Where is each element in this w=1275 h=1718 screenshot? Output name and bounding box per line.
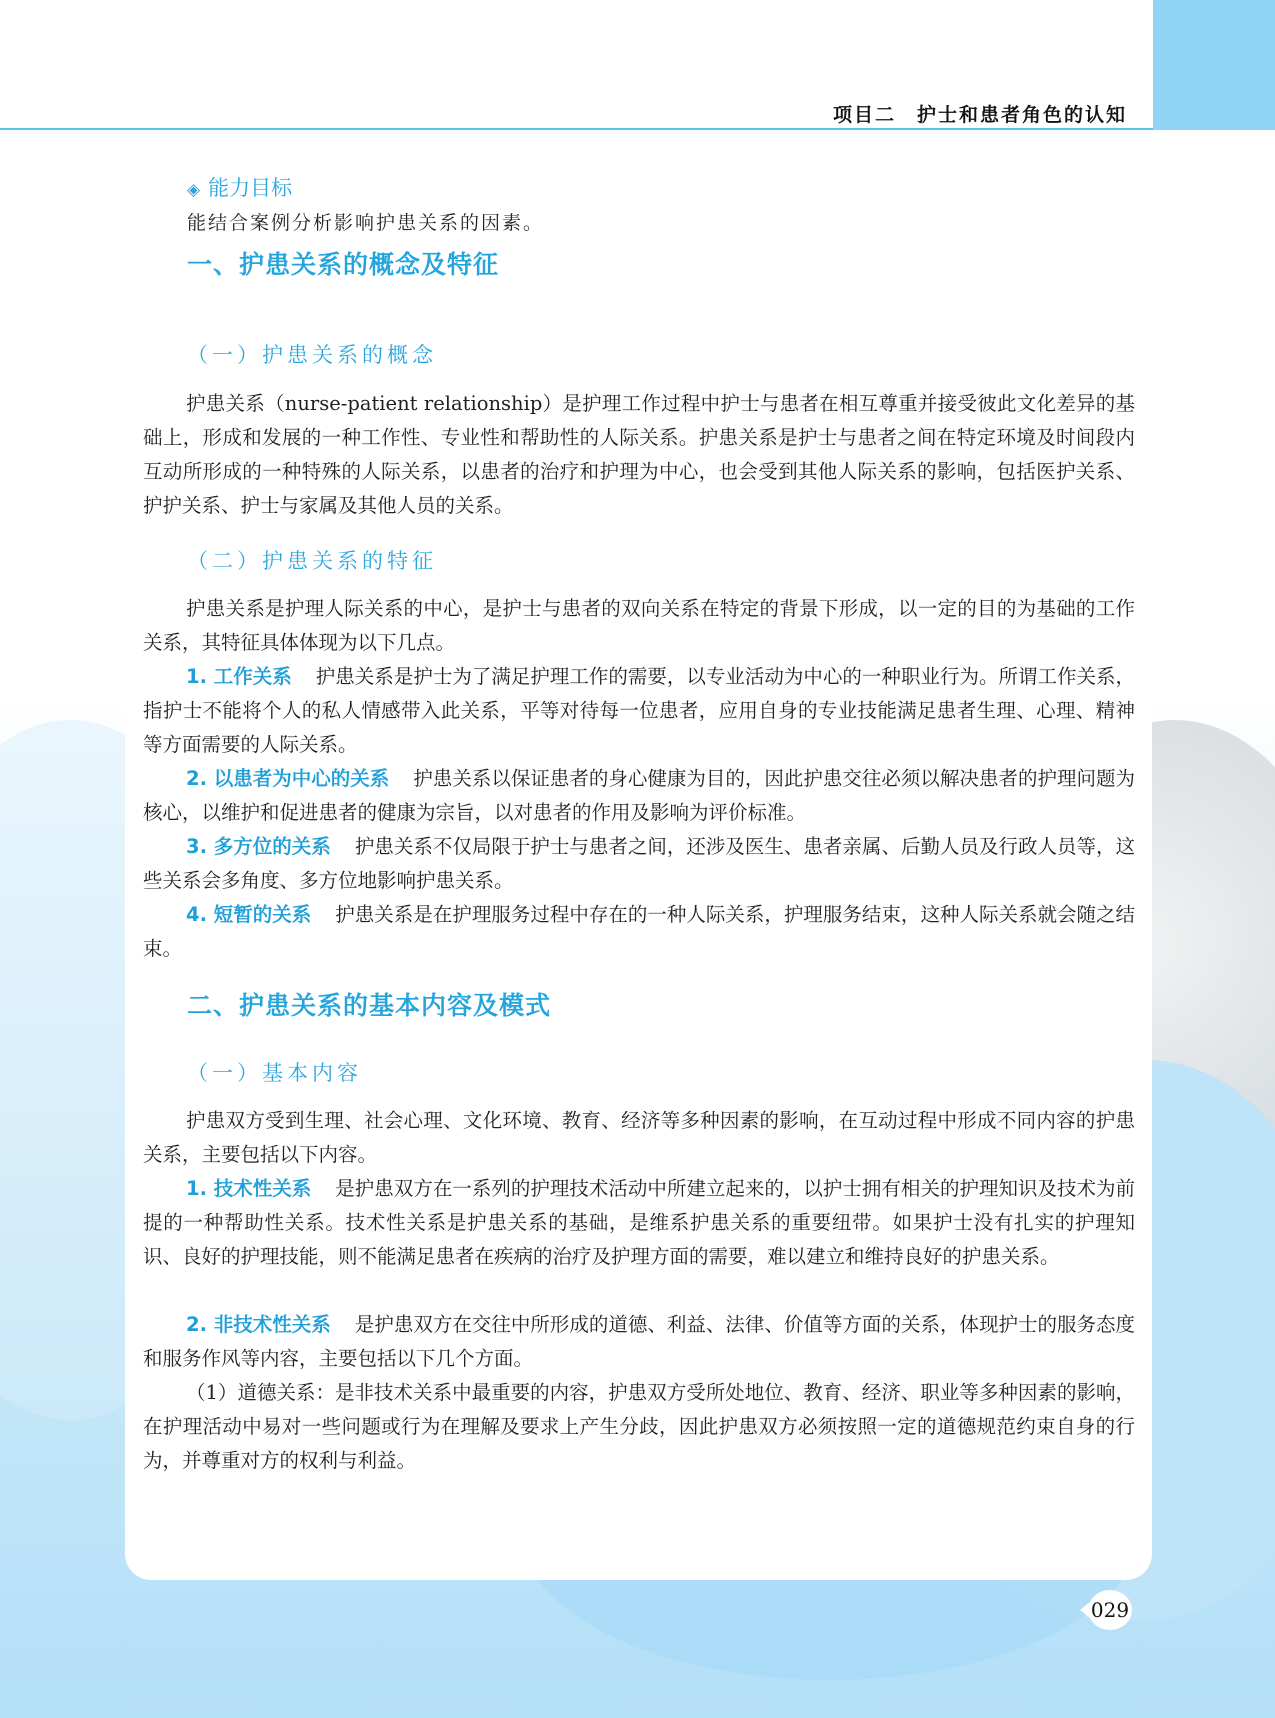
section-1-sub-1-title: （一）护患关系的概念: [187, 343, 437, 367]
feature-item-3: [143, 830, 1135, 898]
page-number: 029: [1088, 1590, 1132, 1630]
section-2-sub-1-intro: 护患双方受到生理、社会心理、文化环境、教育、经济等多种因素的影响，在互动过程中形成不同内容的护患关系，主要包括以下内容。: [143, 1109, 1135, 1166]
feature-item-2-term: 2. 以患者为中心的关系: [186, 767, 390, 790]
header-rule: [0, 128, 1153, 130]
section-1-title: 一、护患关系的概念及特征: [187, 250, 500, 279]
content-item-1: [143, 1172, 1135, 1274]
feature-item-3-text: 护患关系不仅局限于护士与患者之间，还涉及医生、患者亲属、后勤人员及行政人员等，这些关系会多角度、多方位地影响护患关系。: [143, 835, 1135, 892]
feature-item-1-text: 护患关系是护士为了满足护理工作的需要，以专业活动为中心的一种职业行为。所谓工作关系，指护士不能将个人的私人情感带入此关系，平等对待每一位患者，应用自身的专业技能满足患者生理、心理、精神等方面需要的人际关系。: [143, 665, 1135, 756]
running-header: 项目二 护士和患者角色的认知: [832, 104, 1127, 126]
objective-heading-text: 能力目标: [208, 176, 293, 200]
feature-item-4-term: 4. 短暂的关系: [186, 903, 312, 926]
content-item-2: [143, 1308, 1135, 1376]
feature-item-4-text: 护患关系是在护理服务过程中存在的一种人际关系，护理服务结束，这种人际关系就会随之结束。: [143, 903, 1135, 960]
section-1-sub-2-intro: 护患关系是护理人际关系的中心，是护士与患者的双向关系在特定的背景下形成，以一定的目的为基础的工作关系，其特征具体体现为以下几点。: [143, 597, 1135, 654]
content-item-2-text: 是护患双方在交往中所形成的道德、利益、法律、价值等方面的关系，体现护士的服务态度和服务作风等内容，主要包括以下几个方面。: [143, 1313, 1135, 1370]
header-tab: [1153, 0, 1275, 130]
section-2-title: 二、护患关系的基本内容及模式: [187, 991, 552, 1020]
content-item-2-term: 2. 非技术性关系: [186, 1313, 331, 1336]
feature-item-4: [143, 898, 1135, 966]
section-2-sub-1-title: （一）基本内容: [187, 1061, 362, 1085]
section-1-sub-1-paragraph: 护患关系（nurse-patient relationship）是护理工作过程中护士与患者在相互尊重并接受彼此文化差异的基础上，形成和发展的一种工作性、专业性和帮助性的人际关系。护患关系是护士与患者之间在特定环境及时间段内互动所形成的一种特殊的人际关系，以患者的治疗和护理为中心，也会受到其他人际关系的影响，包括医护关系、护护关系、护士与家属及其他人员的关系。: [143, 392, 1135, 517]
feature-item-1-term: 1. 工作关系: [186, 665, 292, 688]
feature-item-2: [143, 762, 1135, 830]
content-item-1-text: 是护患双方在一系列的护理技术活动中所建立起来的，以护士拥有相关的护理知识及技术为前提的一种帮助性关系。技术性关系是护患关系的基础，是维系护患关系的重要纽带。如果护士没有扎实的护理知识、良好的护理技能，则不能满足患者在疾病的治疗及护理方面的需要，难以建立和维持良好的护患关系。: [143, 1177, 1135, 1268]
feature-item-2-text: 护患关系以保证患者的身心健康为目的，因此护患交往必须以解决患者的护理问题为核心，以维护和促进患者的健康为宗旨，以对患者的作用及影响为评价标准。: [143, 767, 1135, 824]
content-item-1-term: 1. 技术性关系: [186, 1177, 312, 1200]
diamond-bullet-icon: ◈: [187, 180, 201, 200]
feature-item-3-term: 3. 多方位的关系: [186, 835, 331, 858]
moral-relationship-paragraph: （1）道德关系：是非技术关系中最重要的内容，护患双方受所处地位、教育、经济、职业等多种因素的影响，在护理活动中易对一些问题或行为在理解及要求上产生分歧，因此护患双方必须按照一定的道德规范约束自身的行为，并尊重对方的权利与利益。: [143, 1381, 1135, 1472]
feature-item-1: [143, 660, 1135, 762]
objective-text: 能结合案例分析影响护患关系的因素。: [187, 212, 545, 234]
objective-heading: [187, 172, 292, 202]
section-1-sub-2-title: （二）护患关系的特征: [187, 549, 437, 573]
